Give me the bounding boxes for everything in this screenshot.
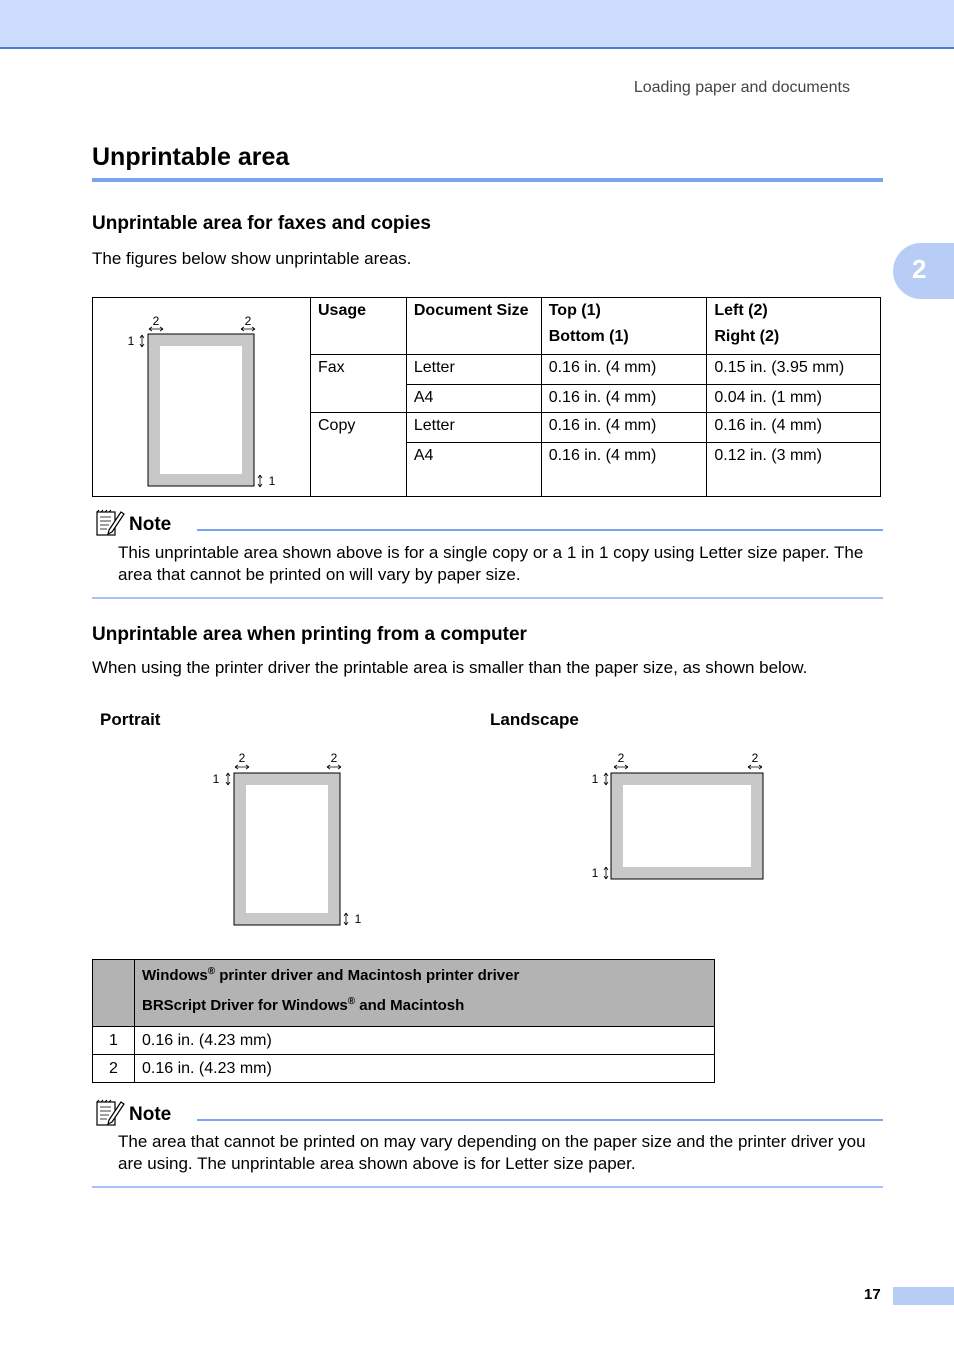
registered-mark: ® bbox=[207, 966, 216, 977]
driver-table bbox=[92, 959, 715, 1083]
topbottom-cell: 0.16 in. (4 mm) bbox=[541, 385, 707, 413]
leftright-cell: 0.16 in. (4 mm) bbox=[707, 413, 881, 443]
fig-label-1-top: 1 bbox=[212, 772, 220, 786]
page-number: 17 bbox=[864, 1286, 881, 1303]
driver-table-header bbox=[93, 960, 715, 1027]
chapter-number: 2 bbox=[912, 254, 927, 284]
landscape-label: Landscape bbox=[490, 710, 579, 729]
col-bottom: Bottom (1) bbox=[548, 328, 629, 345]
section-title: Unprintable area bbox=[92, 143, 290, 171]
unprintable-area-figure bbox=[93, 298, 309, 491]
fax-copy-table bbox=[92, 297, 881, 497]
faxes-intro: The figures below show unprintable areas. bbox=[92, 249, 412, 268]
running-header: Loading paper and documents bbox=[633, 79, 850, 96]
usage-cell: Fax bbox=[310, 355, 406, 413]
fig-label-1-bottom: 1 bbox=[354, 912, 362, 926]
registered-mark: ® bbox=[347, 996, 356, 1007]
note-text: The area that cannot be printed on may vary depending on the paper size and the printer driver you are using. The unprintable area shown above is for Letter size paper. bbox=[118, 1132, 866, 1173]
col-left: Left (2) bbox=[714, 302, 768, 319]
page-tab bbox=[893, 1287, 954, 1305]
usage-cell: Copy bbox=[310, 413, 406, 497]
header-brscript: BRScript Driver for Windows bbox=[142, 997, 348, 1014]
note-text: This unprintable area shown above is for a single copy or a 1 in 1 copy using Letter size paper. The area that cannot be printed on will vary by paper size. bbox=[118, 543, 864, 584]
landscape-figure bbox=[585, 748, 770, 884]
col-document-size: Document Size bbox=[406, 298, 541, 355]
fig-label-1-top: 1 bbox=[127, 334, 135, 348]
leftright-cell: 0.12 in. (3 mm) bbox=[707, 443, 881, 497]
row-num: 1 bbox=[93, 1027, 135, 1055]
arrow-1-top bbox=[140, 335, 144, 347]
row-num: 2 bbox=[93, 1055, 135, 1083]
arrow-1-bottom bbox=[344, 913, 348, 925]
note-pencil-icon bbox=[95, 1098, 125, 1128]
row-value: 0.16 in. (4.23 mm) bbox=[135, 1027, 715, 1055]
arrow-2-left bbox=[614, 765, 628, 769]
arrow-2-right bbox=[327, 765, 341, 769]
subsection-title-computer: Unprintable area when printing from a computer bbox=[92, 624, 527, 645]
arrow-1-top bbox=[604, 773, 608, 785]
note-bottom-rule bbox=[92, 597, 883, 599]
header-line-1 bbox=[142, 966, 707, 984]
header-printer-driver: printer driver and Macintosh printer driver bbox=[215, 967, 520, 984]
arrow-1-bottom bbox=[258, 475, 262, 487]
arrow-1-top bbox=[226, 773, 230, 785]
note-rule bbox=[197, 529, 883, 531]
header-macintosh: and Macintosh bbox=[355, 997, 465, 1014]
note-rule bbox=[197, 1119, 883, 1121]
header-line-2 bbox=[142, 996, 707, 1014]
fig-label-1-bottom: 1 bbox=[591, 866, 599, 880]
printable-area bbox=[623, 785, 751, 867]
size-cell: A4 bbox=[406, 443, 541, 497]
note-pencil-icon bbox=[95, 508, 125, 538]
fig-label-1-bottom: 1 bbox=[268, 474, 276, 488]
note-label: Note bbox=[129, 1104, 172, 1125]
col-right: Right (2) bbox=[714, 328, 780, 345]
fig-label-2-left: 2 bbox=[238, 751, 246, 765]
fig-label-2-right: 2 bbox=[751, 751, 759, 765]
topbottom-cell: 0.16 in. (4 mm) bbox=[541, 413, 707, 443]
chapter-tab bbox=[893, 243, 954, 299]
topbottom-cell: 0.16 in. (4 mm) bbox=[541, 355, 707, 385]
table-row bbox=[93, 1027, 715, 1055]
leftright-cell: 0.15 in. (3.95 mm) bbox=[707, 355, 881, 385]
header-band bbox=[0, 0, 954, 49]
printable-area bbox=[246, 785, 328, 913]
printable-area bbox=[160, 346, 242, 474]
header-num-cell bbox=[93, 960, 135, 1027]
note-bottom-rule bbox=[92, 1186, 883, 1188]
portrait-label: Portrait bbox=[100, 710, 161, 729]
arrow-2-left bbox=[235, 765, 249, 769]
topbottom-cell: 0.16 in. (4 mm) bbox=[541, 443, 707, 497]
fig-label-2-left: 2 bbox=[152, 314, 160, 328]
fig-label-2-right: 2 bbox=[244, 314, 252, 328]
fig-label-2-left: 2 bbox=[617, 751, 625, 765]
note-label: Note bbox=[129, 514, 172, 535]
leftright-cell: 0.04 in. (1 mm) bbox=[707, 385, 881, 413]
header-windows: Windows bbox=[142, 967, 208, 984]
subsection-title-faxes: Unprintable area for faxes and copies bbox=[92, 213, 431, 234]
row-value: 0.16 in. (4.23 mm) bbox=[135, 1055, 715, 1083]
table-row bbox=[93, 1055, 715, 1083]
unprintable-figure-cell bbox=[93, 298, 311, 497]
col-top-bottom bbox=[541, 298, 707, 355]
size-cell: A4 bbox=[406, 385, 541, 413]
computer-intro: When using the printer driver the printable area is smaller than the paper size, as shown below. bbox=[92, 658, 808, 677]
size-cell: Letter bbox=[406, 355, 541, 385]
col-usage: Usage bbox=[310, 298, 406, 355]
fig-label-2-right: 2 bbox=[330, 751, 338, 765]
title-rule bbox=[92, 178, 883, 182]
arrow-1-bottom bbox=[604, 867, 608, 879]
portrait-figure bbox=[205, 748, 370, 928]
size-cell: Letter bbox=[406, 413, 541, 443]
fig-label-1-top: 1 bbox=[591, 772, 599, 786]
col-top: Top (1) bbox=[548, 302, 601, 319]
header-driver-cell bbox=[135, 960, 715, 1027]
arrow-2-right bbox=[748, 765, 762, 769]
col-left-right bbox=[707, 298, 881, 355]
